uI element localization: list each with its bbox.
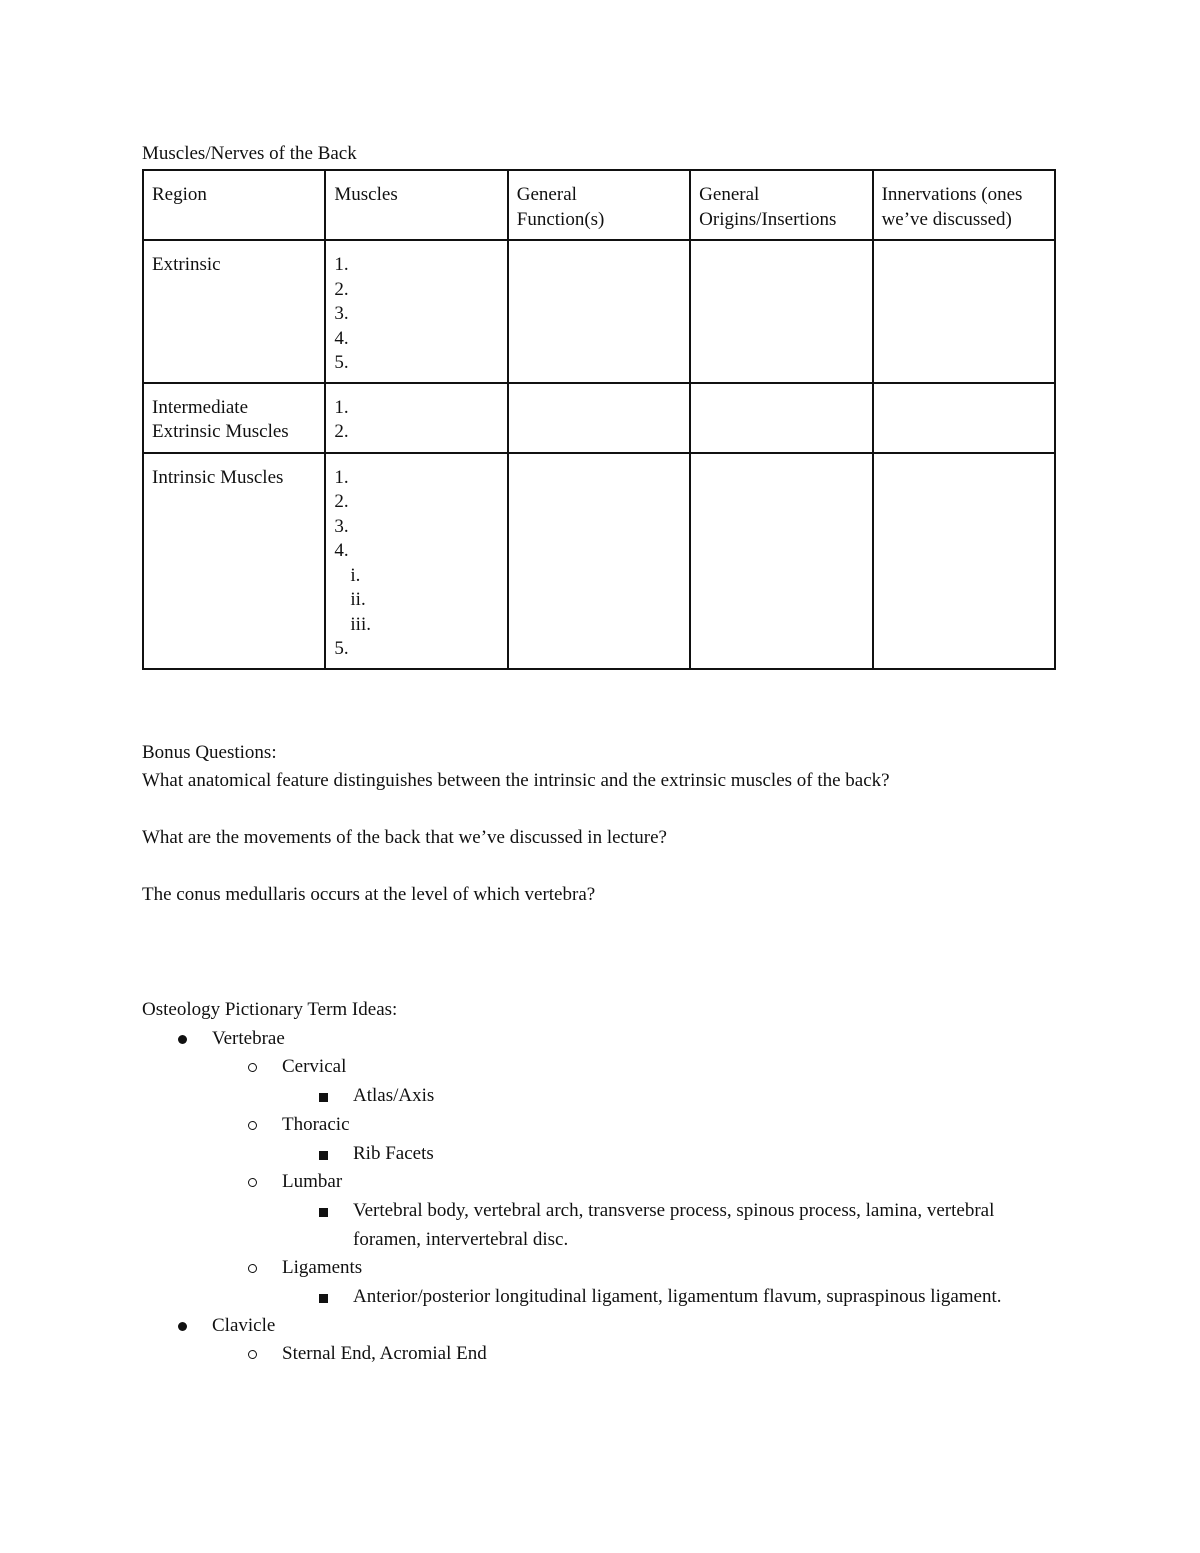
list-item: 1. [334, 466, 349, 488]
item-label: Anterior/posterior longitudinal ligament, ligamentum flavum, supraspinous ligament. [353, 1286, 1002, 1308]
bullet-circle-icon [248, 1178, 257, 1187]
bonus-question-2: What are the movements of the back that we’ve discussed in lecture? [142, 827, 667, 848]
list-item-clavicle [142, 1312, 1042, 1341]
osteology-section [142, 996, 1042, 1369]
bullet-square-icon [319, 1208, 328, 1217]
item-label: Atlas/Axis [353, 1085, 435, 1107]
table-row-intermediate [143, 383, 1055, 453]
table-row-intrinsic [143, 453, 1055, 669]
bullet-dot-icon [178, 1035, 187, 1044]
bullet-circle-icon [248, 1264, 257, 1273]
item-label: Clavicle [212, 1314, 276, 1336]
item-label: Lumbar [282, 1171, 343, 1193]
list-item: 2. [334, 278, 349, 300]
sub-list-item: iii. [350, 613, 371, 635]
muscle-number-list [334, 396, 498, 445]
osteology-heading: Osteology Pictionary Term Ideas: [142, 999, 398, 1020]
origins-cell [690, 240, 872, 383]
muscles-cell [325, 453, 507, 669]
item-label: Ligaments [282, 1257, 363, 1279]
item-label: Cervical [282, 1056, 347, 1078]
list-item-lumbar [142, 1168, 1042, 1197]
region-cell: Intermediate Extrinsic Muscles [143, 383, 325, 453]
list-item-ligaments [142, 1254, 1042, 1283]
innervations-cell [873, 383, 1055, 453]
bullet-circle-icon [248, 1350, 257, 1359]
table-header-row [143, 170, 1055, 240]
muscles-table [142, 169, 1056, 670]
list-item: 4. [334, 327, 349, 349]
table-row-extrinsic [143, 240, 1055, 383]
list-item: 1. [334, 396, 349, 418]
muscles-cell [325, 383, 507, 453]
region-cell: Intrinsic Muscles [143, 453, 325, 669]
list-item: 2. [334, 421, 349, 442]
list-item: 3. [334, 515, 349, 537]
bonus-question-1: What anatomical feature distinguishes between the intrinsic and the extrinsic muscles of the back? [142, 770, 890, 791]
muscle-number-list [334, 466, 498, 662]
list-item: 4. [334, 540, 349, 561]
list-item: 5. [334, 638, 349, 659]
item-label: Thoracic [282, 1113, 350, 1135]
bullet-square-icon [319, 1294, 328, 1303]
innervations-cell [873, 453, 1055, 669]
list-item-ligament-terms [142, 1283, 1033, 1312]
list-item: 1. [334, 254, 349, 275]
item-label: Vertebral body, vertebral arch, transverse process, spinous process, lamina, vertebral foramen, intervertebral disc. [353, 1199, 995, 1250]
bullet-dot-icon [178, 1322, 187, 1331]
list-item-lumbar-terms [142, 1197, 1033, 1254]
innervations-cell [873, 240, 1055, 383]
list-item-vertebrae [142, 1025, 1042, 1054]
sub-list-item: ii. [350, 589, 366, 610]
functions-cell [508, 240, 690, 383]
functions-cell [508, 383, 690, 453]
header-origins-insertions: General Origins/Insertions [690, 170, 872, 240]
item-label: Sternal End, Acromial End [282, 1343, 487, 1365]
region-cell: Extrinsic [143, 240, 325, 383]
bullet-circle-icon [248, 1121, 257, 1130]
list-item-atlas-axis [142, 1082, 1033, 1111]
item-label: Rib Facets [353, 1142, 434, 1164]
sub-list-item: i. [350, 564, 361, 586]
muscles-cell [325, 240, 507, 383]
origins-cell [690, 453, 872, 669]
bullet-circle-icon [248, 1063, 257, 1072]
list-item-thoracic [142, 1111, 1042, 1140]
functions-cell [508, 453, 690, 669]
list-item: 5. [334, 352, 349, 373]
list-item-cervical [142, 1053, 1042, 1082]
list-item: 2. [334, 491, 349, 512]
bullet-square-icon [319, 1093, 328, 1102]
list-item: 3. [334, 303, 349, 324]
bonus-question-3: The conus medullaris occurs at the level of which vertebra? [142, 884, 596, 905]
origins-cell [690, 383, 872, 453]
item-label: Vertebrae [212, 1027, 285, 1049]
header-general-functions: General Function(s) [508, 170, 690, 240]
bonus-heading: Bonus Questions: [142, 742, 277, 763]
bullet-square-icon [319, 1151, 328, 1160]
page-title: Muscles/Nerves of the Back [142, 143, 357, 164]
header-region: Region [143, 170, 325, 240]
list-item-rib-facets [142, 1140, 1033, 1169]
muscle-number-list [334, 253, 498, 376]
list-item-clavicle-terms [142, 1340, 1042, 1369]
header-innervations: Innervations (ones we’ve discussed) [873, 170, 1055, 240]
bonus-questions-section [142, 739, 890, 909]
header-muscles: Muscles [325, 170, 507, 240]
